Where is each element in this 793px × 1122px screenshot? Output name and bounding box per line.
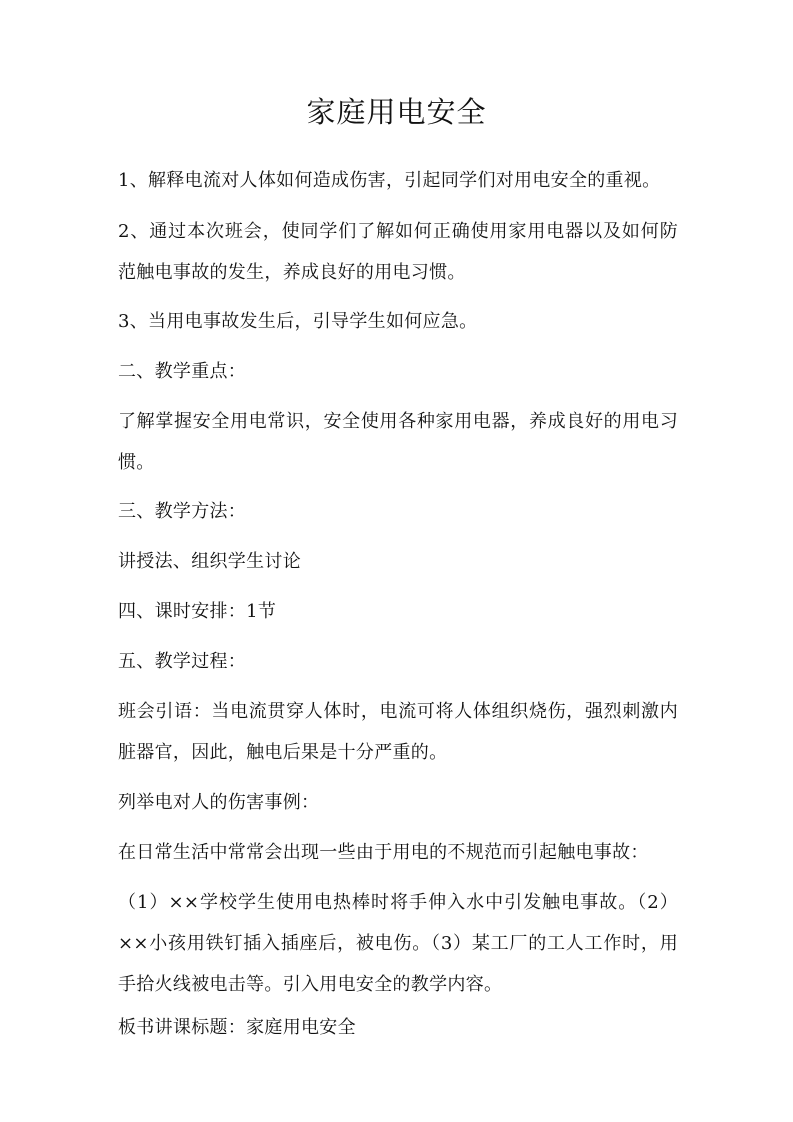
section-heading-schedule: 四、课时安排：1节 — [118, 601, 277, 622]
paragraph-objective-3: 3、当用电事故发生后，引导学生如何应急。 — [118, 311, 478, 332]
paragraph-objective-2: 2、通过本次班会，使同学们了解如何正确使用家用电器以及如何防范触电事故的发生，养成良好的用电习惯。 — [118, 221, 678, 283]
document-body — [118, 160, 678, 1048]
paragraph-examples-heading: 列举电对人的伤害事例： — [118, 792, 320, 813]
paragraph-methods: 讲授法、组织学生讨论 — [118, 551, 301, 572]
paragraph-introduction: 班会引语：当电流贯穿人体时，电流可将人体组织烧伤，强烈刺激内脏器官，因此，触电后果是十分严重的。 — [118, 701, 678, 763]
section-heading-key-points: 二、教学重点： — [118, 361, 247, 382]
paragraph-board-title: 板书讲课标题：家庭用电安全 — [118, 1017, 356, 1038]
section-heading-process: 五、教学过程： — [118, 651, 247, 672]
document-title: 家庭用电安全 — [306, 95, 487, 129]
paragraph-key-points: 了解掌握安全用电常识，安全使用各种家用电器，养成良好的用电习惯。 — [118, 411, 678, 473]
section-heading-methods: 三、教学方法： — [118, 501, 247, 522]
paragraph-objective-1: 1、解释电流对人体如何造成伤害，引起同学们对用电安全的重视。 — [118, 170, 661, 191]
paragraph-examples: （1）××学校学生使用电热棒时将手伸入水中引发触电事故。（2）××小孩用铁钉插入插座后，被电伤。（3）某工厂的工人工作时，用手拾火线被电击等。引入用电安全的教学内容。 — [118, 892, 678, 995]
paragraph-daily-life: 在日常生活中常常会出现一些由于用电的不规范而引起触电事故： — [118, 842, 649, 863]
